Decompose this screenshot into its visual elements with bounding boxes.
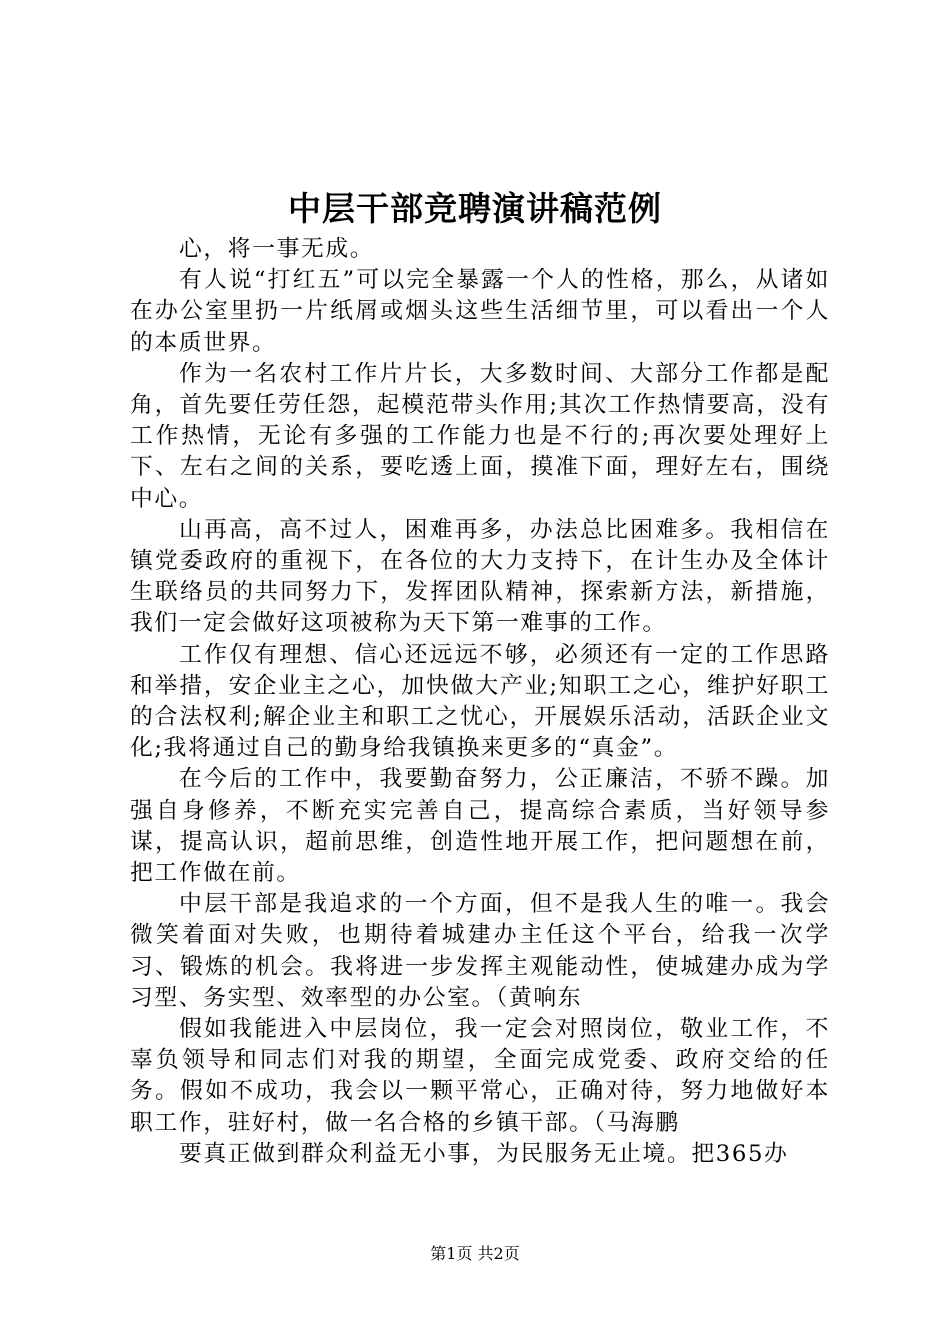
document-body — [130, 234, 830, 1170]
paragraph: 有人说“打红五”可以完全暴露一个人的性格，那么，从诸如在办公室里扔一片纸屑或烟头这些生活细节里，可以看出一个人的本质世界。 — [130, 267, 830, 356]
paragraph: 心，将一事无成。 — [179, 236, 375, 262]
paragraph: 山再高，高不过人，困难再多，办法总比困难多。我相信在镇党委政府的重视下，在各位的大力支持下，在计生办及全体计生联络员的共同努力下，发挥团队精神，探索新方法，新措施，我们一定会做好这项被称为天下第一难事的工作。 — [130, 516, 830, 637]
paragraph: 在今后的工作中，我要勤奋努力，公正廉洁，不骄不躁。加强自身修养，不断充实完善自己，提高综合素质，当好领导参谋，提高认识，超前思维，创造性地开展工作，把问题想在前，把工作做在前。 — [130, 766, 830, 887]
paragraph: 要真正做到群众利益无小事，为民服务无止境。把365办 — [179, 1140, 789, 1167]
document-title: 中层干部竞聘演讲稿范例 — [288, 189, 662, 228]
paragraph: 假如我能进入中层岗位，我一定会对照岗位，敬业工作，不辜负领导和同志们对我的期望，全面完成党委、政府交给的任务。假如不成功，我会以一颗平常心，正确对待，努力地做好本职工作，驻好村，做一名合格的乡镇干部。（马海鹏 — [130, 1016, 830, 1136]
page-number-footer: 第1页 共2页 — [430, 1244, 520, 1263]
paragraph: 作为一名农村工作片片长，大多数时间、大部分工作都是配角，首先要任劳任怨，起模范带头作用;其次工作热情要高，没有工作热情，无论有多强的工作能力也是不行的;再次要处理好上下、左右之间的关系，要吃透上面，摸准下面，理好左右，围绕中心。 — [130, 360, 830, 512]
paragraph: 工作仅有理想、信心还远远不够，必须还有一定的工作思路和举措，安企业主之心，加快做大产业;知职工之心，维护好职工的合法权利;解企业主和职工之忧心，开展娱乐活动，活跃企业文化;我将通过自己的勤身给我镇换来更多的“真金”。 — [130, 641, 830, 762]
paragraph: 中层干部是我追求的一个方面，但不是我人生的唯一。我会微笑着面对失败，也期待着城建办主任这个平台，给我一次学习、锻炼的机会。我将进一步发挥主观能动性，使城建办成为学习型、务实型、效率型的办公室。（黄响东 — [130, 891, 830, 1011]
